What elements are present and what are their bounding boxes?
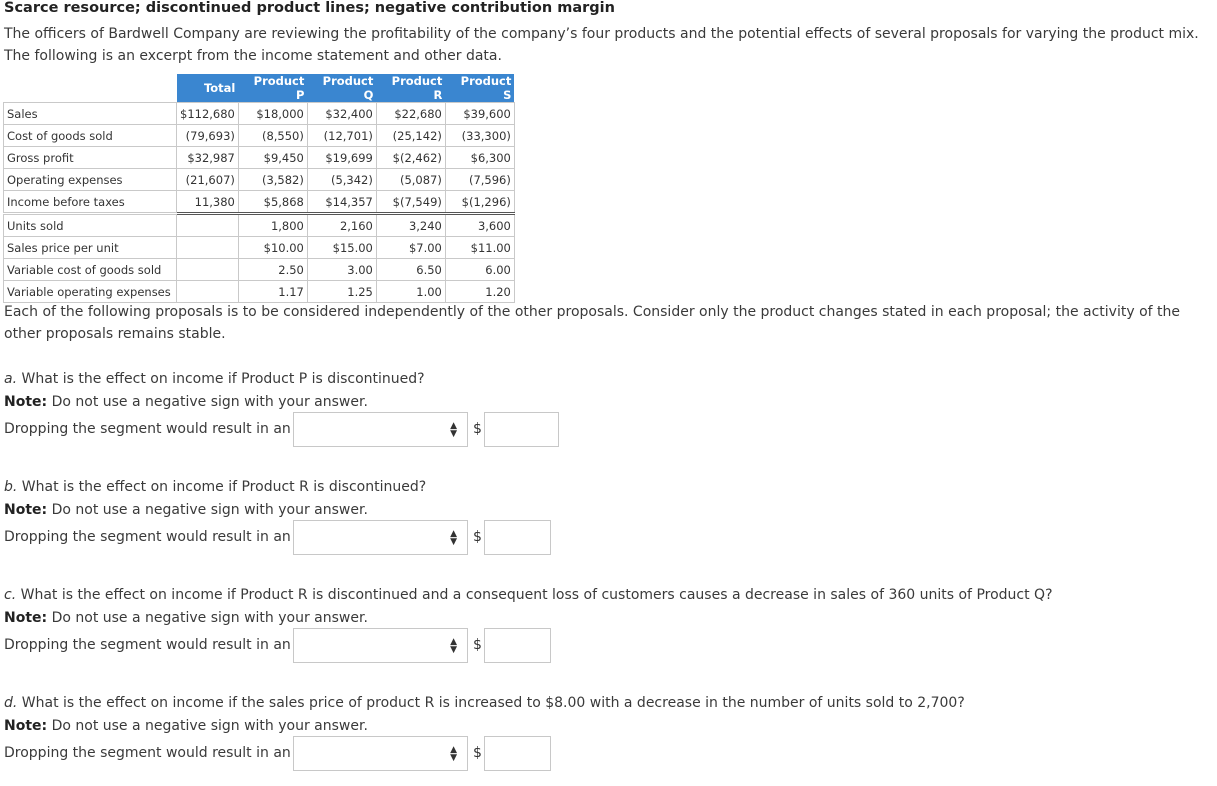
answer-lead-text: Dropping the segment would result in an [4, 745, 291, 761]
dollar-sign: $ [473, 745, 482, 761]
effect-dropdown[interactable] [293, 628, 468, 663]
row-label: Units sold [4, 214, 177, 237]
table-cell: $18,000 [238, 103, 307, 125]
row-label: Operating expenses [4, 169, 177, 191]
table-cell: $19,699 [307, 147, 376, 169]
table-cell: $10.00 [238, 237, 307, 259]
table-cell: $(7,549) [376, 191, 445, 214]
question-letter: c. [4, 587, 17, 603]
row-label: Variable operating expenses [4, 281, 177, 303]
answer-lead-text: Dropping the segment would result in an [4, 421, 291, 437]
effect-dropdown[interactable] [293, 520, 468, 555]
effect-dropdown[interactable] [293, 736, 468, 771]
note-label: Note: [4, 394, 48, 410]
table-cell: $(2,462) [376, 147, 445, 169]
table-header-row [4, 74, 515, 103]
table-cell: 1.17 [238, 281, 307, 303]
table-cell: 3.00 [307, 259, 376, 281]
note-label: Note: [4, 502, 48, 518]
question-1 [4, 368, 425, 414]
row-label: Income before taxes [4, 191, 177, 214]
table-row [4, 147, 515, 169]
amount-input[interactable] [484, 628, 551, 663]
table-row [4, 125, 515, 147]
table-cell: $22,680 [376, 103, 445, 125]
table-cell: $11.00 [445, 237, 514, 259]
question-body: What is the effect on income if Product R is discontinued and a consequent loss of customers causes a decrease in sales of 360 units of Product Q? [20, 587, 1053, 603]
table-cell: (3,582) [238, 169, 307, 191]
question-3 [4, 584, 1053, 630]
problem-title: Scarce resource; discontinued product lines; negative contribution margin [4, 0, 615, 16]
table-cell: (7,596) [445, 169, 514, 191]
table-cell: $14,357 [307, 191, 376, 214]
answer-lead-text: Dropping the segment would result in an [4, 637, 291, 653]
table-cell: $15.00 [307, 237, 376, 259]
row-label: Variable cost of goods sold [4, 259, 177, 281]
table-cell: (5,342) [307, 169, 376, 191]
table-cell: 1,800 [238, 214, 307, 237]
table-cell: 6.50 [376, 259, 445, 281]
table-cell [177, 214, 239, 237]
amount-input[interactable] [484, 736, 551, 771]
table-cell: $112,680 [177, 103, 239, 125]
intro-text: The officers of Bardwell Company are reviewing the profitability of the company’s four products and the potential effects of several proposals for varying the product mix. The following is an excerpt from the income statement and other data. [4, 26, 1199, 64]
question-note [4, 394, 368, 410]
table-cell: $32,987 [177, 147, 239, 169]
table-cell: 2.50 [238, 259, 307, 281]
up-down-arrows-icon: ▲ ▼ [450, 745, 457, 763]
table-cell: (12,701) [307, 125, 376, 147]
question-body: What is the effect on income if the sales price of product R is increased to $8.00 with a decrease in the number of units sold to 2,700? [21, 695, 965, 711]
table-cell: $39,600 [445, 103, 514, 125]
income-statement-table [3, 74, 515, 303]
question-letter: b. [4, 479, 18, 495]
question-2 [4, 476, 426, 522]
table-cell: 1.00 [376, 281, 445, 303]
row-label: Sales price per unit [4, 237, 177, 259]
row-label: Gross profit [4, 147, 177, 169]
table-row [4, 103, 515, 125]
table-cell: $(1,296) [445, 191, 514, 214]
table-cell: (8,550) [238, 125, 307, 147]
note-text: Do not use a negative sign with your answer. [51, 718, 368, 734]
table-cell: 6.00 [445, 259, 514, 281]
table-row [4, 214, 515, 237]
table-cell: 11,380 [177, 191, 239, 214]
table-cell [177, 237, 239, 259]
table-cell: (33,300) [445, 125, 514, 147]
note-label: Note: [4, 718, 48, 734]
table-cell: 2,160 [307, 214, 376, 237]
table-cell: (21,607) [177, 169, 239, 191]
table-cell: 3,600 [445, 214, 514, 237]
table-cell: (79,693) [177, 125, 239, 147]
col-header-product-s: Product S [445, 74, 514, 103]
question-note [4, 610, 368, 626]
table-cell: (25,142) [376, 125, 445, 147]
table-cell: 3,240 [376, 214, 445, 237]
col-header-product-p: Product P [238, 74, 307, 103]
table-cell: $9,450 [238, 147, 307, 169]
table-cell [177, 281, 239, 303]
question-letter: d. [4, 695, 18, 711]
table-row [4, 191, 515, 214]
note-text: Do not use a negative sign with your answer. [51, 502, 368, 518]
instructions-text: Each of the following proposals is to be considered independently of the other proposals. Consider only the product changes stated in each proposal; the activity of the other proposals remains stable. [4, 304, 1180, 342]
table-cell: $5,868 [238, 191, 307, 214]
row-label: Cost of goods sold [4, 125, 177, 147]
note-text: Do not use a negative sign with your answer. [51, 610, 368, 626]
table-row [4, 237, 515, 259]
up-down-arrows-icon: ▲ ▼ [450, 421, 457, 439]
table-row [4, 259, 515, 281]
question-note [4, 718, 368, 734]
up-down-arrows-icon: ▲ ▼ [450, 529, 457, 547]
question-body: What is the effect on income if Product R is discontinued? [21, 479, 427, 495]
question-note [4, 502, 368, 518]
question-body: What is the effect on income if Product P is discontinued? [21, 371, 425, 387]
answer-lead-text: Dropping the segment would result in an [4, 529, 291, 545]
question-4 [4, 692, 965, 738]
note-label: Note: [4, 610, 48, 626]
table-cell: $6,300 [445, 147, 514, 169]
dollar-sign: $ [473, 529, 482, 545]
col-header-total: Total [177, 74, 239, 103]
question-text [4, 368, 425, 391]
table-cell: 1.20 [445, 281, 514, 303]
table-cell: $7.00 [376, 237, 445, 259]
dollar-sign: $ [473, 637, 482, 653]
col-header-product-r: Product R [376, 74, 445, 103]
question-text [4, 584, 1053, 607]
note-text: Do not use a negative sign with your answer. [51, 394, 368, 410]
question-text [4, 476, 426, 499]
col-header-product-q: Product Q [307, 74, 376, 103]
effect-dropdown[interactable] [293, 412, 468, 447]
table-cell: $32,400 [307, 103, 376, 125]
row-label: Sales [4, 103, 177, 125]
amount-input[interactable] [484, 520, 551, 555]
table-row [4, 281, 515, 303]
up-down-arrows-icon: ▲ ▼ [450, 637, 457, 655]
table-cell: 1.25 [307, 281, 376, 303]
table-row [4, 169, 515, 191]
amount-input[interactable] [484, 412, 559, 447]
question-text [4, 692, 965, 715]
dollar-sign: $ [473, 421, 482, 437]
table-cell: (5,087) [376, 169, 445, 191]
question-letter: a. [4, 371, 18, 387]
table-cell [177, 259, 239, 281]
